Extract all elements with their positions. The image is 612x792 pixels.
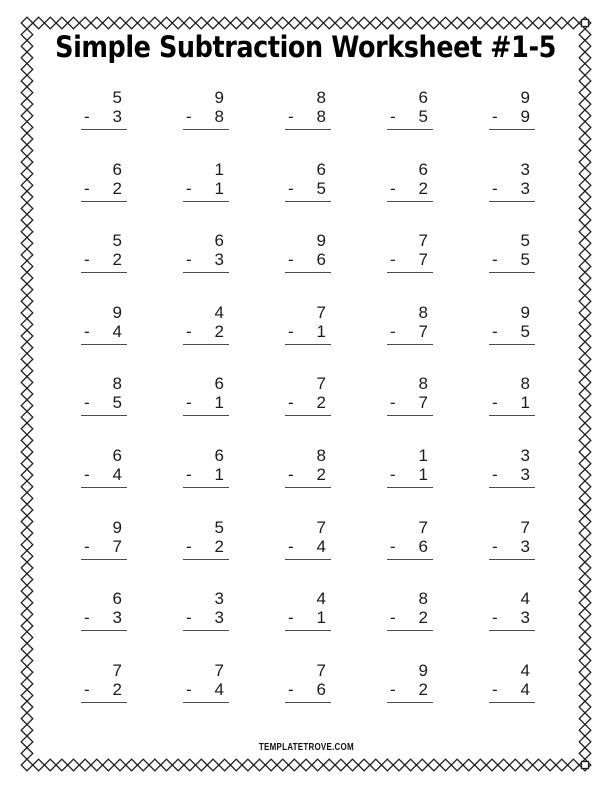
subtrahend: 2 — [418, 679, 428, 699]
subtrahend: 6 — [316, 250, 326, 270]
subtrahend: 1 — [418, 464, 428, 484]
minus-operator-icon: - — [288, 107, 294, 126]
subtrahend: 2 — [112, 178, 122, 198]
subtrahend: 7 — [418, 321, 428, 341]
minuend: 6 — [214, 374, 224, 394]
subtrahend: 2 — [418, 178, 428, 198]
subtraction-problem — [387, 230, 433, 273]
subtraction-problem — [285, 517, 331, 560]
subtraction-problem — [183, 445, 229, 488]
minus-operator-icon: - — [492, 536, 498, 556]
minuend: 8 — [520, 374, 530, 394]
subtrahend: 3 — [520, 178, 530, 198]
subtraction-problem — [387, 517, 433, 560]
subtraction-problem — [81, 302, 127, 345]
subtraction-problem — [183, 302, 229, 345]
minuend: 4 — [316, 589, 326, 609]
subtrahend: 4 — [316, 536, 326, 556]
minuend: 7 — [316, 517, 326, 537]
minus-operator-icon: - — [288, 679, 294, 699]
subtrahend: 3 — [520, 464, 530, 484]
subtraction-problem — [183, 230, 229, 273]
subtrahend: 8 — [316, 107, 326, 126]
subtrahend: 3 — [112, 608, 122, 628]
subtraction-problem — [489, 159, 535, 202]
subtrahend: 8 — [214, 107, 224, 126]
subtraction-problem — [285, 445, 331, 488]
subtrahend: 7 — [418, 250, 428, 270]
subtraction-problem — [81, 373, 127, 416]
subtraction-problem — [387, 445, 433, 488]
minus-operator-icon: - — [186, 178, 192, 198]
subtrahend: 5 — [520, 250, 530, 270]
minus-operator-icon: - — [84, 679, 90, 699]
subtraction-problem — [285, 302, 331, 345]
subtraction-problem — [81, 517, 127, 560]
subtrahend: 5 — [112, 393, 122, 413]
subtraction-problem — [387, 588, 433, 631]
minuend: 6 — [214, 445, 224, 465]
subtrahend: 1 — [214, 178, 224, 198]
subtraction-problem — [81, 660, 127, 703]
subtraction-problem — [81, 445, 127, 488]
minus-operator-icon: - — [390, 679, 396, 699]
subtrahend: 2 — [112, 250, 122, 270]
subtrahend: 7 — [112, 536, 122, 556]
subtrahend: 1 — [214, 393, 224, 413]
subtrahend: 5 — [316, 178, 326, 198]
minuend: 7 — [418, 231, 428, 251]
minuend: 6 — [214, 231, 224, 251]
minuend: 6 — [112, 159, 122, 179]
subtrahend: 1 — [316, 608, 326, 628]
minus-operator-icon: - — [492, 107, 498, 126]
subtraction-problem — [183, 87, 229, 130]
subtraction-problem — [183, 660, 229, 703]
minuend: 4 — [214, 302, 224, 322]
page-title — [0, 30, 612, 64]
subtraction-problem — [81, 588, 127, 631]
minuend: 9 — [520, 302, 530, 322]
minus-operator-icon: - — [492, 178, 498, 198]
subtraction-problem — [489, 445, 535, 488]
minuend: 6 — [418, 159, 428, 179]
minus-operator-icon: - — [390, 178, 396, 198]
minus-operator-icon: - — [288, 321, 294, 341]
subtrahend: 4 — [112, 321, 122, 341]
minuend: 7 — [316, 302, 326, 322]
subtraction-problem — [489, 302, 535, 345]
minuend: 7 — [214, 660, 224, 680]
minuend: 7 — [316, 660, 326, 680]
subtrahend: 7 — [418, 393, 428, 413]
minuend: 7 — [418, 517, 428, 537]
footer-brand: TEMPLATETROVE.COM — [258, 742, 354, 753]
minuend: 8 — [418, 589, 428, 609]
minuend: 8 — [418, 374, 428, 394]
minus-operator-icon: - — [186, 679, 192, 699]
minuend: 3 — [520, 445, 530, 465]
subtrahend: 4 — [214, 679, 224, 699]
minus-operator-icon: - — [186, 536, 192, 556]
minus-operator-icon: - — [84, 393, 90, 413]
subtraction-problem — [489, 373, 535, 416]
minuend: 9 — [112, 517, 122, 537]
minus-operator-icon: - — [84, 178, 90, 198]
subtrahend: 4 — [112, 464, 122, 484]
subtraction-problem — [183, 517, 229, 560]
minus-operator-icon: - — [288, 536, 294, 556]
subtraction-problem — [81, 87, 127, 130]
minuend: 1 — [418, 445, 428, 465]
footer — [0, 742, 612, 753]
minuend: 9 — [214, 88, 224, 107]
minus-operator-icon: - — [288, 608, 294, 628]
subtraction-problem — [489, 660, 535, 703]
minus-operator-icon: - — [186, 250, 192, 270]
subtrahend: 5 — [418, 107, 428, 126]
subtraction-problem — [183, 373, 229, 416]
subtrahend: 1 — [520, 393, 530, 413]
subtrahend: 3 — [520, 536, 530, 556]
subtrahend: 2 — [316, 393, 326, 413]
minus-operator-icon: - — [288, 178, 294, 198]
subtrahend: 9 — [520, 107, 530, 126]
minuend: 5 — [520, 231, 530, 251]
minus-operator-icon: - — [84, 536, 90, 556]
minus-operator-icon: - — [390, 393, 396, 413]
minus-operator-icon: - — [186, 321, 192, 341]
subtraction-problem — [489, 87, 535, 130]
minuend: 7 — [520, 517, 530, 537]
minuend: 6 — [112, 445, 122, 465]
minuend: 8 — [418, 302, 428, 322]
subtrahend: 6 — [316, 679, 326, 699]
subtraction-problem — [387, 660, 433, 703]
minus-operator-icon: - — [492, 321, 498, 341]
minus-operator-icon: - — [390, 536, 396, 556]
minus-operator-icon: - — [390, 608, 396, 628]
subtrahend: 3 — [214, 608, 224, 628]
subtrahend: 3 — [520, 608, 530, 628]
minus-operator-icon: - — [84, 321, 90, 341]
minus-operator-icon: - — [186, 107, 192, 126]
minus-operator-icon: - — [84, 107, 90, 126]
minus-operator-icon: - — [84, 250, 90, 270]
minuend: 7 — [316, 374, 326, 394]
minuend: 4 — [520, 589, 530, 609]
subtraction-problem — [183, 159, 229, 202]
subtraction-problem — [387, 87, 433, 130]
subtraction-problem — [183, 588, 229, 631]
minuend: 5 — [214, 517, 224, 537]
subtrahend: 4 — [520, 679, 530, 699]
subtrahend: 2 — [214, 536, 224, 556]
minuend: 5 — [112, 88, 122, 107]
minuend: 7 — [112, 660, 122, 680]
minus-operator-icon: - — [84, 464, 90, 484]
minuend: 5 — [112, 231, 122, 251]
minus-operator-icon: - — [390, 464, 396, 484]
subtraction-problem — [81, 230, 127, 273]
subtrahend: 2 — [112, 679, 122, 699]
subtrahend: 2 — [316, 464, 326, 484]
subtraction-problem — [387, 373, 433, 416]
minuend: 9 — [112, 302, 122, 322]
minuend: 3 — [520, 159, 530, 179]
subtraction-problem — [489, 517, 535, 560]
page-title-text: Simple Subtraction Worksheet #1-5 — [55, 30, 557, 64]
subtrahend: 2 — [418, 608, 428, 628]
minuend: 6 — [112, 589, 122, 609]
minus-operator-icon: - — [492, 608, 498, 628]
minus-operator-icon: - — [390, 321, 396, 341]
subtraction-problem — [285, 87, 331, 130]
minuend: 9 — [418, 660, 428, 680]
subtraction-problem — [285, 159, 331, 202]
subtraction-problem — [285, 230, 331, 273]
minus-operator-icon: - — [390, 107, 396, 126]
minus-operator-icon: - — [84, 608, 90, 628]
minus-operator-icon: - — [492, 464, 498, 484]
minus-operator-icon: - — [288, 250, 294, 270]
subtraction-problem — [285, 660, 331, 703]
minus-operator-icon: - — [288, 393, 294, 413]
minuend: 8 — [112, 374, 122, 394]
subtraction-problem — [81, 159, 127, 202]
subtraction-problem — [489, 230, 535, 273]
subtraction-problem — [387, 302, 433, 345]
minus-operator-icon: - — [492, 250, 498, 270]
minuend: 9 — [316, 231, 326, 251]
minuend: 4 — [520, 660, 530, 680]
problems-grid — [81, 87, 535, 731]
subtrahend: 1 — [316, 321, 326, 341]
minus-operator-icon: - — [492, 679, 498, 699]
minuend: 6 — [316, 159, 326, 179]
subtraction-problem — [489, 588, 535, 631]
minus-operator-icon: - — [492, 393, 498, 413]
minus-operator-icon: - — [186, 608, 192, 628]
subtraction-problem — [387, 159, 433, 202]
minuend: 3 — [214, 589, 224, 609]
minuend: 8 — [316, 445, 326, 465]
subtrahend: 6 — [418, 536, 428, 556]
minus-operator-icon: - — [288, 464, 294, 484]
subtrahend: 1 — [214, 464, 224, 484]
subtrahend: 5 — [520, 321, 530, 341]
minuend: 1 — [214, 159, 224, 179]
subtraction-problem — [285, 588, 331, 631]
minuend: 6 — [418, 88, 428, 107]
subtrahend: 3 — [112, 107, 122, 126]
minus-operator-icon: - — [186, 393, 192, 413]
subtraction-problem — [285, 373, 331, 416]
minuend: 9 — [520, 88, 530, 107]
minuend: 8 — [316, 88, 326, 107]
subtrahend: 2 — [214, 321, 224, 341]
minus-operator-icon: - — [390, 250, 396, 270]
subtrahend: 3 — [214, 250, 224, 270]
minus-operator-icon: - — [186, 464, 192, 484]
